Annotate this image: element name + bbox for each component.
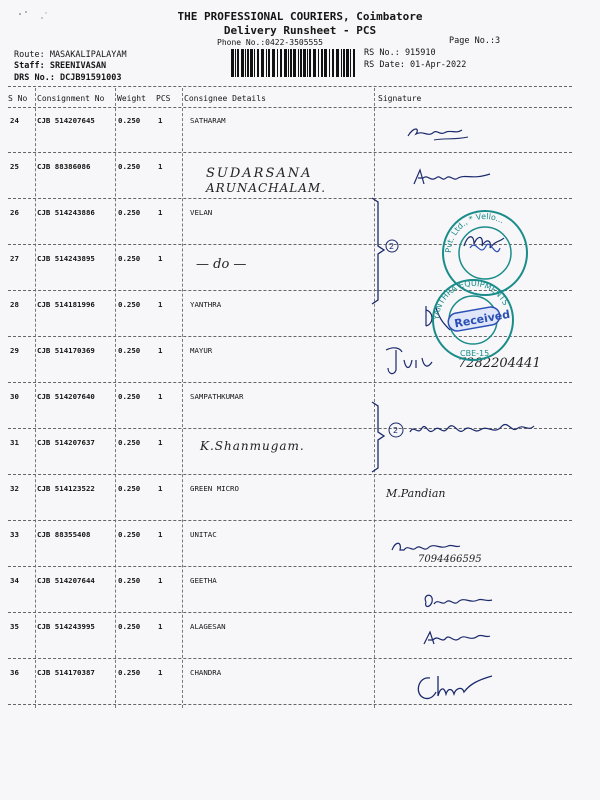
row-consignee: GREEN MICRO (190, 484, 239, 493)
row-divider (8, 198, 572, 199)
barcode-bar (231, 49, 234, 77)
row-consignee: VELAN (190, 208, 213, 217)
stamp-2-bottom-text: CBE-15 (460, 349, 490, 358)
row-consignee: SAMPATHKUMAR (190, 392, 244, 401)
handwritten-ditto: — do — (196, 257, 247, 272)
barcode-bar (346, 49, 349, 77)
row-sno: 27 (10, 254, 19, 263)
row-pcs: 1 (158, 116, 163, 125)
row-pcs: 1 (158, 392, 163, 401)
row-consignee: YANTHRA (190, 300, 222, 309)
svg-text:2: 2 (393, 426, 399, 435)
barcode-bar (341, 49, 342, 77)
barcode-bar (288, 49, 289, 77)
col-signature: Signature (378, 94, 422, 103)
row-sno: 29 (10, 346, 19, 355)
row-divider (8, 382, 572, 383)
col-consignee: Consignee Details (184, 94, 266, 103)
col-divider-4 (374, 88, 375, 708)
barcode-bar (293, 49, 296, 77)
barcode-bar (284, 49, 287, 77)
sheet-title: Delivery Runsheet - PCS (223, 24, 377, 37)
barcode-bar (303, 49, 306, 77)
row-consignment: CJB 514207640 (37, 392, 95, 401)
barcode-bar (241, 49, 244, 77)
barcode-bar (307, 49, 308, 77)
rs-date: RS Date: 01-Apr-2022 (364, 60, 467, 70)
row-pcs: 1 (158, 438, 163, 447)
row-sno: 30 (10, 392, 19, 401)
barcode (231, 49, 356, 77)
barcode-bar (250, 49, 253, 77)
page-number: Page No.:3 (449, 36, 501, 46)
row-pcs: 1 (158, 668, 163, 677)
row-consignee: CHANDRA (190, 668, 222, 677)
barcode-bar (309, 49, 311, 77)
barcode-bar (313, 49, 316, 77)
row-weight: 0.250 (118, 162, 141, 171)
row-pcs: 1 (158, 346, 163, 355)
handwritten-name-line1: SUDARSANA (206, 166, 313, 181)
row-weight: 0.250 (118, 116, 141, 125)
barcode-bar (332, 49, 334, 77)
row-weight: 0.250 (118, 346, 141, 355)
row-pcs: 1 (158, 530, 163, 539)
signature-24 (404, 118, 474, 148)
route-label: Route: MASAKALIPALAYAM (14, 50, 127, 60)
col-consignment: Consignment No (37, 94, 105, 103)
row-pcs: 1 (158, 162, 163, 171)
col-pcs: PCS (156, 94, 171, 103)
row-consignment: CJB 514243886 (37, 208, 95, 217)
barcode-bar (350, 49, 351, 77)
barcode-bar (318, 49, 319, 77)
signature-34 (420, 590, 500, 614)
signature-35 (420, 628, 500, 652)
barcode-bar (290, 49, 292, 77)
row-sno: 28 (10, 300, 19, 309)
row-consignee: MAYUR (190, 346, 213, 355)
row-weight: 0.250 (118, 484, 141, 493)
col-sno: S No (8, 94, 28, 103)
barcode-bar (353, 49, 355, 77)
row-pcs: 1 (158, 254, 163, 263)
svg-text:2: 2 (389, 242, 395, 251)
row-consignment: CJB 514170387 (37, 668, 95, 677)
barcode-bar (321, 49, 323, 77)
row-weight: 0.250 (118, 576, 141, 585)
staff-label: Staff: SREENIVASAN (14, 61, 107, 71)
row-sno: 36 (10, 668, 19, 677)
row-sno: 25 (10, 162, 19, 171)
row-consignment: CJB 514243995 (37, 622, 95, 631)
barcode-bar (247, 49, 249, 77)
signature-30-31 (384, 414, 554, 444)
col-divider-1 (35, 88, 36, 708)
row-consignment: CJB 514207637 (37, 438, 95, 447)
header-rule-bottom (8, 107, 572, 108)
row-sno: 26 (10, 208, 19, 217)
row-pcs: 1 (158, 622, 163, 631)
row-consignment: CJB 514243895 (37, 254, 95, 263)
handwritten-signature-32: M.Pandian (386, 487, 446, 500)
company-title: THE PROFESSIONAL COURIERS, Coimbatore (177, 10, 423, 23)
barcode-bar (268, 49, 270, 77)
handwritten-phone-33: 7094466595 (418, 554, 482, 565)
barcode-bar (298, 49, 299, 77)
barcode-bar (272, 49, 275, 77)
barcode-bar (343, 49, 345, 77)
row-divider (8, 520, 572, 521)
row-pcs: 1 (158, 484, 163, 493)
col-divider-2 (115, 88, 116, 708)
handwritten-name-31: K.Shanmugam. (200, 439, 305, 453)
row-pcs: 1 (158, 208, 163, 217)
row-consignment: CJB 514181996 (37, 300, 95, 309)
row-divider (8, 152, 572, 153)
barcode-bar (329, 49, 330, 77)
row-consignment: CJB 514207644 (37, 576, 95, 585)
row-consignee: UNITAC (190, 530, 217, 539)
row-sno: 35 (10, 622, 19, 631)
row-weight: 0.250 (118, 208, 141, 217)
barcode-bar (336, 49, 339, 77)
row-weight: 0.250 (118, 392, 141, 401)
row-divider (8, 566, 572, 567)
row-sno: 24 (10, 116, 19, 125)
handwritten-name-line2: ARUNACHALAM. (206, 181, 327, 195)
row-consignment: CJB 88355408 (37, 530, 91, 539)
barcode-bar (237, 49, 239, 77)
received-stamp-text: Received (453, 307, 512, 331)
barcode-bar (257, 49, 259, 77)
row-weight: 0.250 (118, 668, 141, 677)
row-weight: 0.250 (118, 530, 141, 539)
row-divider (8, 658, 572, 659)
row-weight: 0.250 (118, 438, 141, 447)
row-weight: 0.250 (118, 622, 141, 631)
company-stamp-2 (418, 272, 528, 362)
row-weight: 0.250 (118, 254, 141, 263)
row-weight: 0.250 (118, 300, 141, 309)
row-consignment: CJB 88386086 (37, 162, 91, 171)
bracket-26-27 (368, 196, 398, 306)
row-pcs: 1 (158, 300, 163, 309)
header-rule-top (8, 86, 572, 87)
phone-number: Phone No.:0422-3505555 (217, 38, 323, 47)
row-divider (8, 474, 572, 475)
row-pcs: 1 (158, 576, 163, 585)
signature-25 (410, 164, 500, 194)
row-sno: 33 (10, 530, 19, 539)
row-consignment: CJB 514170369 (37, 346, 95, 355)
row-consignee: ALAGESAN (190, 622, 226, 631)
row-consignee: SATHARAM (190, 116, 226, 125)
row-consignment: CJB 514123522 (37, 484, 95, 493)
barcode-bar (254, 49, 255, 77)
barcode-bar (324, 49, 327, 77)
barcode-bar (300, 49, 302, 77)
barcode-bar (245, 49, 246, 77)
barcode-bar (266, 49, 267, 77)
row-sno: 32 (10, 484, 19, 493)
barcode-bar (235, 49, 236, 77)
col-weight: Weight (117, 94, 146, 103)
stamp-1-ring-text: Pvt. Ltd., * Vello... (443, 211, 506, 254)
row-sno: 34 (10, 576, 19, 585)
drs-number: DRS No.: DCJB91591003 (14, 73, 122, 83)
barcode-bar (277, 49, 278, 77)
row-consignee: GEETHA (190, 576, 217, 585)
row-sno: 31 (10, 438, 19, 447)
handwritten-phone-29: 7282204441 (458, 356, 541, 371)
signature-33 (388, 536, 468, 560)
svg-text:Pvt. Ltd., * Vello... (444, 212, 506, 253)
rs-number: RS No.: 915910 (364, 48, 436, 58)
row-consignment: CJB 514207645 (37, 116, 95, 125)
stamp-2-ring-text: YANTHRA EQUIPMENTS (431, 278, 511, 321)
barcode-bar (261, 49, 264, 77)
signature-36 (412, 670, 502, 706)
barcode-bar (280, 49, 282, 77)
col-divider-3 (182, 88, 183, 708)
